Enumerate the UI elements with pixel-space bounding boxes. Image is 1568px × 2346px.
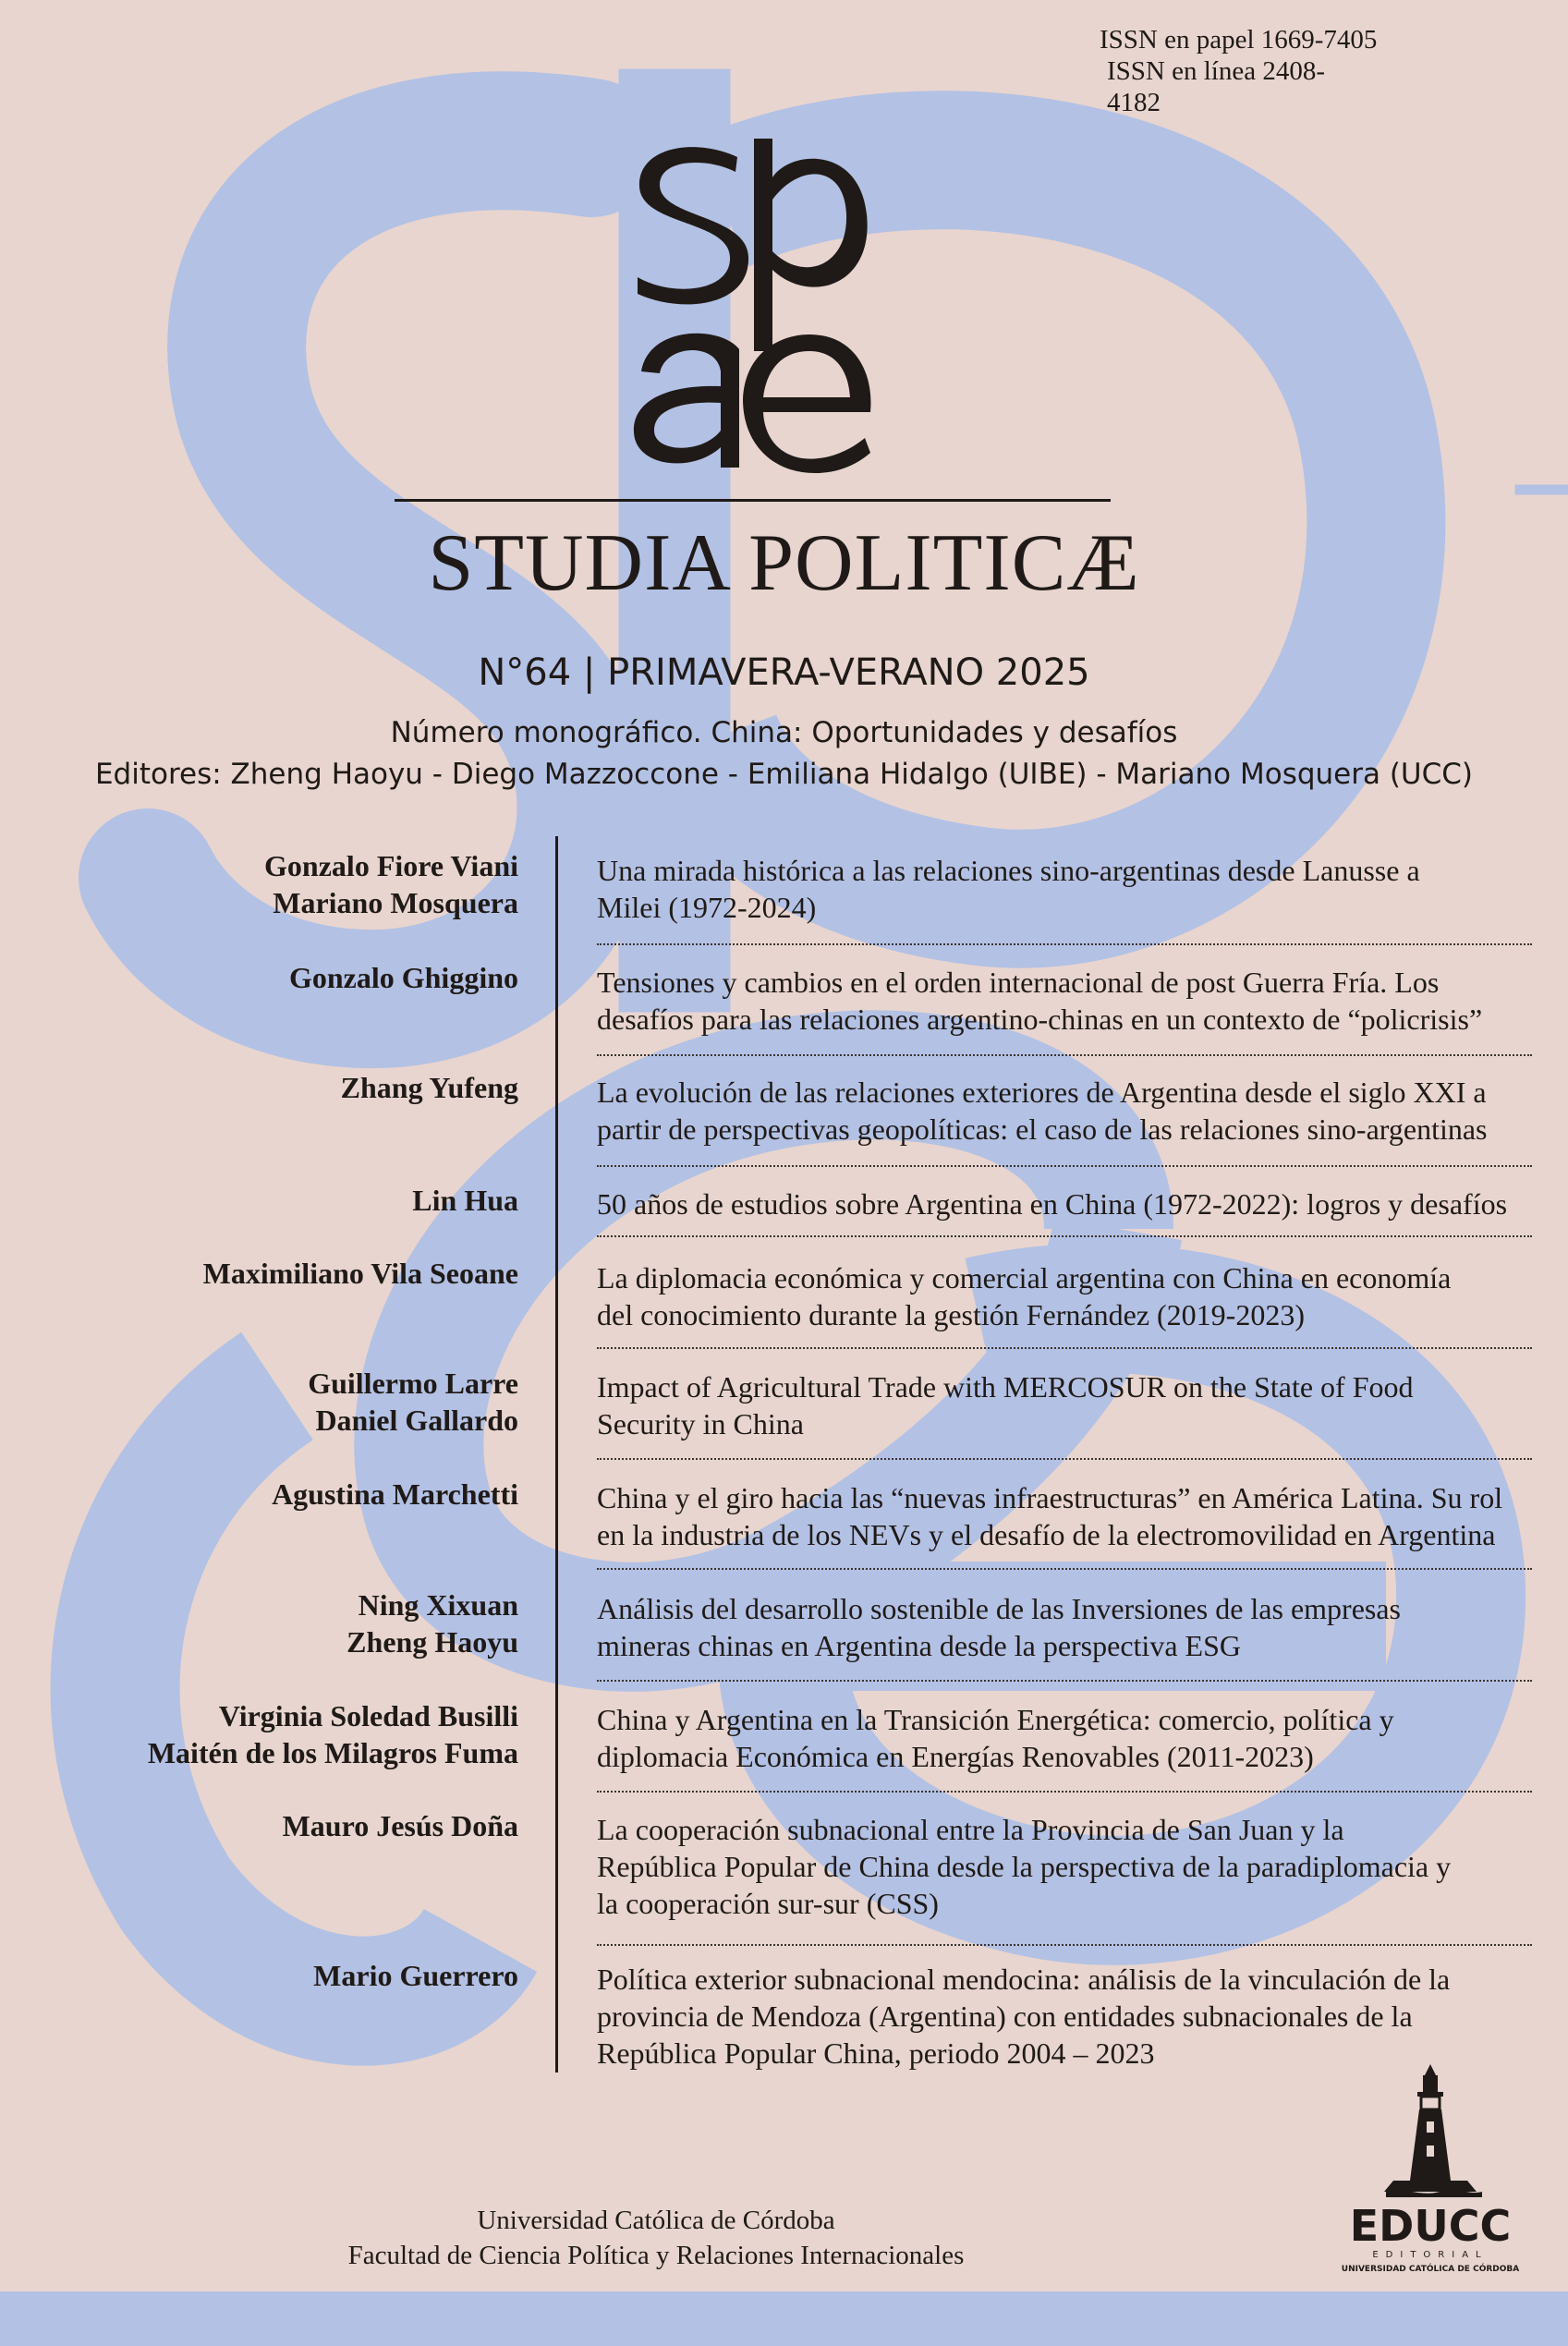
author-name: Ning Xixuan xyxy=(358,1588,518,1622)
educc-logo-tagline: UNIVERSIDAD CATÓLICA DE CÓRDOBA xyxy=(1341,2265,1520,2274)
dotted-separator xyxy=(597,1458,1532,1460)
article-title: Una mirada histórica a las relaciones sino-argentinas desde Lanusse a Milei (1972-2024) xyxy=(597,854,1420,924)
toc-authors xyxy=(19,959,518,996)
toc-authors xyxy=(19,1586,518,1660)
dotted-separator xyxy=(597,1680,1532,1682)
issn-print: ISSN en papel 1669-7405 xyxy=(1100,25,1378,55)
educc-publisher-logo xyxy=(1338,2062,1523,2284)
spae-monogram-logo xyxy=(628,129,878,480)
article-title: Análisis del desarrollo sostenible de las Inversiones de las empresas mineras chinas en Argentina desde la perspectiva ESG xyxy=(597,1592,1401,1662)
dotted-separator xyxy=(597,1568,1532,1570)
toc-authors xyxy=(19,1069,518,1106)
toc-authors xyxy=(19,847,518,921)
article-title: China y Argentina en la Transición Energética: comercio, política y diplomacia Económica en Energías Renovables (2011-2023) xyxy=(597,1703,1394,1773)
article-title: La cooperación subnacional entre la Provincia de San Juan y la República Popular de China desde la perspectiva de la paradiplomacia y la cooperación sur-sur (CSS) xyxy=(597,1813,1452,1920)
dotted-separator xyxy=(597,1054,1532,1056)
toc-authors xyxy=(19,1476,518,1513)
dotted-separator xyxy=(597,943,1532,945)
toc-authors xyxy=(19,1957,518,1994)
author-name: Maitén de los Milagros Fuma xyxy=(147,1736,518,1769)
author-name: Gonzalo Ghiggino xyxy=(288,961,518,994)
author-name: Lin Hua xyxy=(412,1184,518,1217)
bottom-color-band xyxy=(0,2291,1568,2346)
dotted-separator xyxy=(597,1165,1532,1167)
issn-online: ISSN en línea 2408-4182 xyxy=(1107,56,1325,117)
toc-authors xyxy=(19,1255,518,1292)
educc-logo-subtitle: EDITORIAL xyxy=(1372,2250,1489,2260)
article-title: La diplomacia económica y comercial argentina con China en economía del conocimiento durante la gestión Fernández (2019-2023) xyxy=(597,1261,1452,1331)
author-name: Mario Guerrero xyxy=(313,1959,518,1992)
toc-authors xyxy=(19,1365,518,1439)
toc-authors xyxy=(19,1182,518,1219)
author-name: Zhang Yufeng xyxy=(340,1071,518,1104)
issue-number: N°64 | PRIMAVERA-VERANO 2025 xyxy=(478,651,1090,694)
article-title: Política exterior subnacional mendocina: análisis de la vinculación de la provincia de Mendoza (Argentina) con entidades subnacionales de la República Popular China, periodo 2004 – 2023 xyxy=(597,1963,1451,2070)
author-name: Gonzalo Fiore Viani xyxy=(264,849,518,882)
editors-line: Editores: Zheng Haoyu - Diego Mazzoccone - Emiliana Hidalgo (UIBE) - Mariano Mosquera (UCC) xyxy=(94,758,1474,791)
educc-logo-name: EDUCC xyxy=(1349,2201,1512,2251)
author-name: Guillermo Larre xyxy=(308,1367,518,1400)
article-title: 50 años de estudios sobre Argentina en China (1972-2022): logros y desafíos xyxy=(597,1187,1508,1221)
toc-vertical-divider xyxy=(555,836,558,2073)
monograph-subtitle: Número monográfico. China: Oportunidades y desafíos xyxy=(390,716,1178,749)
dotted-separator xyxy=(597,1791,1532,1793)
author-name: Mauro Jesús Doña xyxy=(282,1809,518,1842)
author-name: Zheng Haoyu xyxy=(346,1625,518,1659)
dotted-separator xyxy=(597,1944,1532,1946)
article-title: Impact of Agricultural Trade with MERCOSUR on the State of Food Security in China xyxy=(597,1370,1414,1440)
university-name: Universidad Católica de Córdoba xyxy=(477,2206,835,2235)
faculty-name: Facultad de Ciencia Política y Relaciones Internacionales xyxy=(347,2241,965,2270)
author-name: Agustina Marchetti xyxy=(272,1477,518,1511)
article-title: La evolución de las relaciones exteriores de Argentina desde el siglo XXI a partir de perspectivas geopolíticas: el caso de las relaciones sino-argentinas xyxy=(597,1076,1488,1146)
author-name: Maximiliano Vila Seoane xyxy=(202,1257,518,1290)
author-name: Mariano Mosquera xyxy=(273,886,518,919)
toc-authors xyxy=(19,1697,518,1771)
toc-authors xyxy=(19,1807,518,1844)
title-rule xyxy=(395,499,1111,502)
dotted-separator xyxy=(597,1235,1532,1237)
author-name: Virginia Soledad Busilli xyxy=(218,1699,518,1732)
article-title: Tensiones y cambios en el orden internacional de post Guerra Fría. Los desafíos para las relaciones argentino-chinas en un contexto de “policrisis” xyxy=(597,966,1483,1036)
journal-title: STUDIA POLITICÆ xyxy=(428,518,1140,608)
dotted-separator xyxy=(597,1347,1532,1349)
lighthouse-icon xyxy=(1384,2064,1482,2197)
author-name: Daniel Gallardo xyxy=(315,1404,518,1437)
article-title: China y el giro hacia las “nuevas infraestructuras” en América Latina. Su rol en la industria de los NEVs y el desafío de la electromovilidad en Argentina xyxy=(597,1481,1503,1551)
